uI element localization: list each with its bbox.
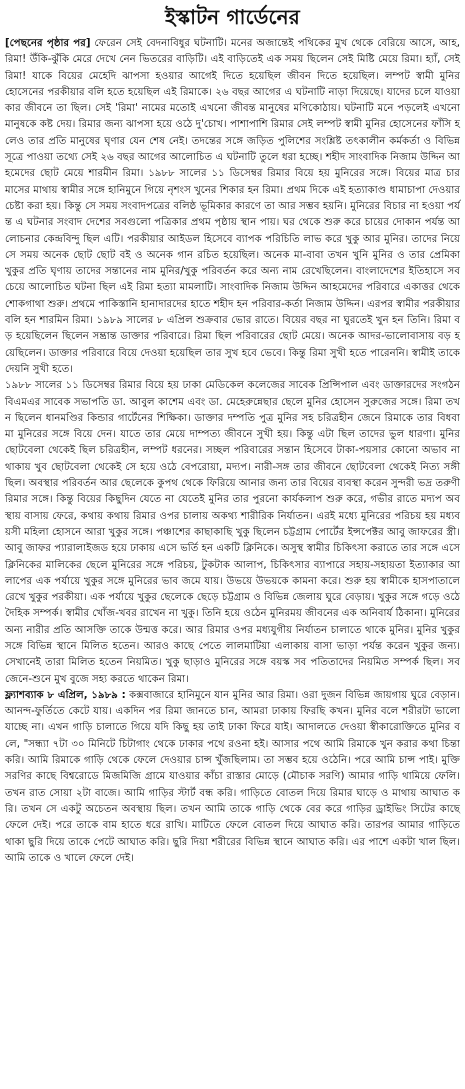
- article-paragraph-1: [5, 36, 460, 378]
- article-body: [5, 36, 460, 867]
- article-paragraph-2: [5, 378, 460, 688]
- article-headline: ইস্কাটন গার্ডেনের: [165, 5, 300, 29]
- flashback-dateline: ফ্ল্যাশব্যাক ৮ এপ্রিল, ১৯৮৯ :: [5, 689, 126, 701]
- article-paragraph-3: [5, 688, 460, 867]
- paragraph-text: ১৯৮৮ সালের ১১ ডিসেম্বর রিমার বিয়ে হয় ঢাকা মেডিকেল কলেজের সাবেক প্রিন্সিপাল এবং ডাক্তারদের সংগঠন বিএমএর সাবেক সভাপতি ডা. আবুল কাশেম এবং ডা. মেহেরুন্নেছার ছেলে মুনির হোসেন সুরুজের সঙ্গে। রিমা তখন ছিলেন ধানমণ্ডির কিন্ডার গার্টেনের শিক্ষিকা। ডাক্তার দম্পতি পুত্র মুনির সহ চরিত্রহীন জেনে রিমাকে তার বিধবা মা মুনিরের সঙ্গে বিয়ে দেন। যাতে তার মেয়ে দাম্পত্য জীবনে সুখী হয়। কিন্তু এটা ছিল তাদের ভুল ধারণা। মুনির ছোটবেলা থেকেই ছিল চরিত্রহীন, লম্পট ধরনের। সচ্ছল পরিবারের সন্তান হিসেবে টাকা-পয়সার কোনো অভাব না থাকায় খুব ছোটবেলা থেকেই সে হয়ে ওঠে বেপরোয়া, মদ্যপ। নারী-সঙ্গ তার জীবনে ছোটবেলা থেকেই নিত্য সঙ্গী ছিল। অবস্থার পরিবর্তন আর ছেলেকে কুপথ থেকে ফিরিয়ে আনার জন্য তার বিয়ের ব্যবস্থা করেন সুন্দরী ভদ্র তরুণী রিমার সঙ্গে। কিন্তু বিয়ের কিছুদিন যেতে না যেতেই মুনির তার পুরনো কার্যকলাপ শুরু করে, গভীর রাতে মদ্যপ অবস্থায় বাসায় ফেরে, কথায় কথায় রিমার ওপর চালায় অকথ্য শারীরিক নির্যাতন। এরই মধ্যে মুনিরের পরিচয় হয় মধ্যবয়সী মহিলা হোসনে আরা খুকুর সঙ্গে। পঞ্চাশের কাছাকাছি খুকু ছিলেন চট্টগ্রাম পোর্টের ইন্সপেক্টর আবু জাফরের স্ত্রী। আবু জাফর প্যারালাইজড হয়ে ঢাকায় এসে ভর্তি হন একটি ক্লিনিকে। অসুস্থ স্বামীর চিকিৎসা করাতে তার সঙ্গে এসে ক্লিনিকের মালিকের ছেলে মুনিরের সঙ্গে পরিচয়, টুকটাক আলাপ, চিকিৎসার ব্যাপারে সহায়-সহায়তা ইত্যাকার আলাপের এক পর্যায়ে খুকুর সঙ্গে মুনিরের ভাব জমে যায়। উভয়ে উভয়কে কামনা করে। শুরু হয় স্বামীকে হাসপাতালে রেখে খুকুর পরকীয়া। এক পর্যায়ে খুকুর ছেলেকে ছেড়ে চট্টগ্রাম ও বিভিন্ন জেলায় ঘুরে বেড়ায়। খুকুর সঙ্গে গড়ে ওঠে দৈহিক সম্পর্ক। স্বামীর খোঁজ-খবর রাখেন না খুকু। তিনি হয়ে ওঠেন মুনিরময় জীবনের এক অনিবার্য ঠিকানা। মুনিরের অন্য নারীর প্রতি আসক্তি তাকে উন্মত্ত করে। আর রিমার ওপর মধ্যযুগীয় নির্যাতন চালাতে থাকে মুনির। মুনির খুকুর সঙ্গে বিভিন্ন স্থানে মিলিত হতেন। আরও কাছে পেতে লালমাটিয়া এলাকায় বাসা ভাড়া পর্যন্ত করেন খুকুর জন্য। সেখানেই তারা মিলিত হতেন নিয়মিত। খুকু ছাড়াও মুনিরের সঙ্গে বয়স্ক সব পতিতাদের নিয়মিত সম্পর্ক ছিল। সব জেনে-শুনে মুখ বুজে সহ্য করতে থাকেন রিমা।: [5, 380, 460, 685]
- continued-from-tag: [পেছনের পৃষ্ঠার পর]: [5, 38, 91, 49]
- paragraph-text: ফেরেন সেই বেদনাবিধুর ঘটনাটি। মনের অজান্তেই পথিকের মুখ থেকে বেরিয়ে আসে, আহ, রিমা! উঁকি-ঝুঁকি মেরে দেখে নেন ভিতরের বাড়িটি। এই বাড়িতেই এক সময় ছিলেন সেই মিষ্টি মেয়ে রিমা। হ্যাঁ, সেই রিমা! যাকে বিয়ের মেহেদি ঝাপসা হওয়ার আগেই দিতে হয়েছিল জীবন দিতে হয়েছিল। লম্পট স্বামী মুনির হোসেনের পরকীয়ার বলি হতে হয়েছিল এই রিমাকে। ২৬ বছর আগের এ ঘটনাটি নাড়া দিয়েছে। যাদের চলে যাওয়া কার জীবনে তা ছিল। সেই 'রিমা' নামের মতোই এখনো জীবন্ত মানুষের মণিকোঠায়। ঘটনাটি মনে পড়লেই এখনো মানুষকে কষ্ট দেয়। রিমার জন্য ঝাপসা হয়ে ওঠে দু'চোখ। পাশাপাশি রিমার সেই লম্পট স্বামী মুনির হোসেনের ফাঁসি হলেও তার প্রতি মানুষের ঘৃণার যেন শেষ নেই। তদন্তের সঙ্গে জড়িত পুলিশের সংশ্লিষ্ট তৎকালীন কর্মকর্তা ও বিভিন্ন সূত্রে পাওয়া তথ্যে সেই ২৬ বছর আগের আলোচিত এ ঘটনাটি তুলে ধরা হচ্ছে। শহীদ সাংবাদিক নিজাম উদ্দিন আহমেদের ছোট মেয়ে শারমীন রিমা। ১৯৮৮ সালের ১১ ডিসেম্বর রিমার বিয়ে হয় মুনিরের সঙ্গে। বিয়ের মাত্র চার মাসের মাথায় স্বামীর সঙ্গে হানিমুনে গিয়ে নৃশংস খুনের শিকার হন রিমা। প্রথম দিকে এই হত্যাকাণ্ড ধামাচাপা দেওয়ার চেষ্টা করা হয়। কিন্তু সে সময় সংবাদপত্রের বলিষ্ঠ ভূমিকার কারণে তা আর সম্ভব হয়নি। মুনিরের বিচার না হওয়া পর্যন্ত এ ঘটনার সংবাদ দেশের সবগুলো পত্রিকার প্রথম পৃষ্ঠায় স্থান পায়। ঘর থেকে শুরু করে চায়ের দোকান পর্যন্ত আলোচনার কেন্দ্রবিন্দু ছিল এটি। পরকীয়ার আইডল হিসেবে ব্যাপক পরিচিতি লাভ করে খুকু আর মুনির। তাদের নিয়ে সে সময় অনেক ছোট ছোট বই ও অনেক গান রচিত হয়েছিল। অনেক মা-বাবা তখন খুনি মুনির ও তার প্রেমিকা খুকুর প্রতি ঘৃণায় তাদের সন্তানের নাম মুনির/খুকু পরিবর্তন করে অন্য নাম রেখেছিলেন। বাংলাদেশের ইতিহাসে সবচেয়ে আলোচিত ঘটনা ছিল এই রিমা হত্যা মামলাটি। সাংবাদিক নিজাম উদ্দিন আহমেদের পরিবারে একাত্তর থেকে শোকগাথা শুরু। প্রথমে পাকিস্তানি হানাদারদের হাতে শহীদ হন পরিবার-কর্তা নিজাম উদ্দিন। এরপর স্বামীর পরকীয়ার বলি হন শারমিন রিমা। ১৯৮৯ সালের ৮ এপ্রিল শুক্রবার ভোর রাতে। বিয়ের বছর না ঘুরতেই খুন হন তিনি। রিমা বড় হয়েছিলেন ছিলেন সম্ভ্রান্ত ডাক্তার পরিবারে। রিমা ছিল পরিবারের ছোট মেয়ে। অনেক আদর-ভালোবাসায় বড় হয়েছিলেন। ডাক্তার পরিবারে বিয়ে দেওয়া হয়েছিল তার সুখ হবে ভেবে। কিন্তু রিমা সুখী হতে পারেননি। স্বামীই তাকে দেয়নি সুখী হতে।: [5, 38, 460, 375]
- paragraph-text: কক্সবাজারে হানিমুনে যান মুনির আর রিমা। ওরা দুজন বিভিন্ন জায়গায় ঘুরে বেড়ান। আনন্দ-ফুর্তিতে কেটে যায়। একদিন পর রিমা জানতে চান, আমরা ঢাকায় ফিরছি কখন। মুনির বলে শরীরটা ভালো যাচ্ছে না। এখন গাড়ি চালাতে গিয়ে যদি কিছু হয় তাই ঢাকা ফিরে যাই। আদালতে দেওয়া স্বীকারোক্তিতে মুনির বলে, "সন্ধ্যা ৭টা ৩০ মিনিটে চিটাগাং থেকে ঢাকার পথে রওনা হই। আসার পথে আমি রিমাকে খুন করার কথা চিন্তা করি। আমি রিমাকে গাড়ি থেকে ফেলে দেওয়ার চান্স খুঁজছিলাম। তা সম্ভব হয়ে ওঠেনি। পরে আমি চান্স পাই। মুক্তি সরণির কাছে বিশ্বরোডে মিজমিজি গ্রামে যাওয়ার কাঁচা রাস্তার মোড়ে (মৌচাক সরণি) আমার গাড়ি থামিয়ে ফেলি। তখন রাত সোয়া ২টা বাজে। আমি গাড়ির স্টার্ট বন্ধ করি। গাড়িতে বোতল দিয়ে রিমার ঘাড়ে ও মাথায় আঘাত করি। তখন সে একটু অচেতন অবস্থায় ছিল। তখন আমি তাকে গাড়ি থেকে বের করে গাড়ির ড্রাইভিং সিটের কাছে ফেলে দেই। পরে তাকে বাম হাতে ধরে রাখি। মাটিতে ফেলে বোতল দিয়ে আঘাত করি। তারপর আমার গাড়িতে থাকা ছুরি দিয়ে তাকে পেটে আঘাত করি। ছুরি দিয়া শরীরের বিভিন্ন স্থানে আঘাত করি। এর পাশে একটা খাল ছিল। আমি তাকে ও খালে ফেলে দেই।: [5, 689, 460, 864]
